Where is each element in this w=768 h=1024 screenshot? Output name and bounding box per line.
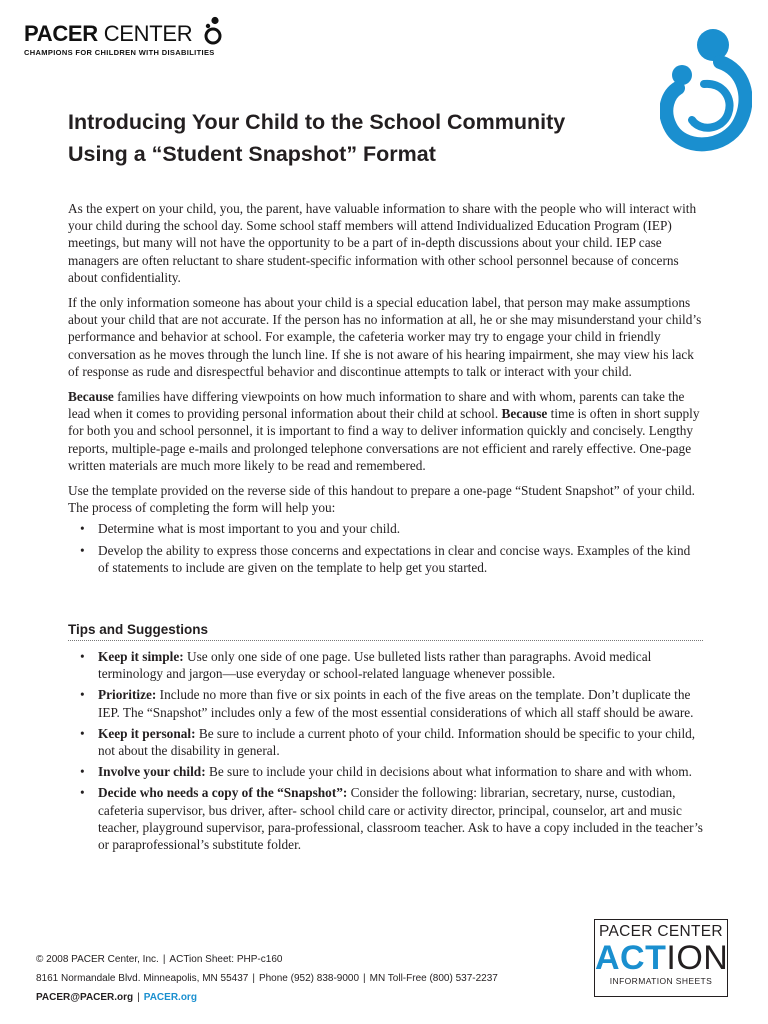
pacer-mark-icon [202, 16, 224, 46]
emphasis-because-2: Because [501, 406, 548, 422]
page-title [68, 106, 668, 170]
list-item [68, 725, 703, 759]
website-link[interactable]: PACER.org [143, 992, 197, 1003]
tips-list [68, 648, 703, 853]
list-item: • Develop the ability to express those concerns and expectations in clear and concise ways. Examples of the kind of statements to include are given on the template to help get you started. [68, 542, 703, 576]
list-item: • Determine what is most important to you and your child. [68, 520, 703, 537]
intro-paragraph-3 [68, 388, 703, 474]
emphasis-because-1: Because [68, 389, 114, 405]
intro-bullet-list [68, 520, 703, 576]
tip-lead: Involve your child: [98, 764, 206, 780]
tip-lead: Prioritize: [98, 687, 157, 703]
logo-tagline: CHAMPIONS FOR CHILDREN WITH DISABILITIES [24, 48, 215, 57]
list-item [68, 763, 703, 780]
p3-text-2: time is often in short supply for both you and school personnel, it is important to find a way to deliver information quickly and concisely. Lengthy reports, multiple-page e-mails and prolonged telephone conversations are not efficient and rarely effective. One-page written materials are much more likely to be read and remembered. [68, 406, 700, 473]
separator: | [363, 973, 366, 984]
tips-heading: Tips and Suggestions [68, 622, 703, 641]
tip-lead: Keep it personal: [98, 725, 196, 741]
p3-text-1: families have differing viewpoints on how much information to share and with whom, parents can take the lead when it comes to providing personal information about their child at school. [68, 389, 685, 422]
list-item [68, 784, 703, 853]
pacer-logo [24, 22, 215, 57]
intro-section [68, 200, 703, 580]
tip-text: Include no more than five or six points in each of the five areas on the template. Don’t duplicate the IEP. The “Snapshot” includes only a few of the most essential considerations of which all staff should be aware. [98, 687, 694, 720]
tip-lead: Keep it simple: [98, 649, 184, 664]
tip-lead: Decide who needs a copy of the “Snapshot”: [98, 785, 348, 801]
intro-paragraph-4: Use the template provided on the reverse side of this handout to prepare a one-page “Student Snapshot” of your child. The process of completing the form will help you: [68, 483, 695, 516]
title-line-2: Using a “Student Snapshot” Format [68, 142, 436, 166]
action-sheet-badge [594, 919, 728, 997]
logo-regular: CENTER [103, 21, 193, 46]
list-item [68, 648, 703, 682]
badge-top: PACER CENTER [599, 923, 723, 940]
intro-paragraph-1: As the expert on your child, you, the parent, have valuable information to share with the people who will interact with your child during the school day. Some school staff members will attend Individualized Education Program (IEP) meetings, but many will not have the opportunity to be a part of in-depth discussions about your child. IEP case managers are often reluctant to share student-specific information with other school personnel because of concerns about confidentiality. [68, 201, 697, 285]
sheet-id: ACTion Sheet: PHP-c160 [169, 954, 283, 965]
badge-word-ion: ION [666, 939, 729, 977]
email-link[interactable]: PACER@PACER.org [36, 992, 134, 1003]
separator: | [162, 954, 166, 965]
copyright: © 2008 PACER Center, Inc. [36, 954, 159, 965]
toll-free: MN Toll-Free (800) 537-2237 [369, 973, 498, 984]
logo-wordmark [24, 22, 215, 46]
separator: | [137, 992, 140, 1003]
separator: | [252, 973, 255, 984]
badge-word-act: ACT [595, 939, 667, 977]
badge-word [595, 941, 727, 975]
phone: Phone (952) 838-9000 [258, 973, 360, 984]
tip-text: Be sure to include a current photo of your child. Information should be specific to your child, not about the disability in general. [98, 725, 696, 759]
address: 8161 Normandale Blvd. Minneapolis, MN 55437 [36, 973, 249, 984]
badge-bottom: INFORMATION SHEETS [609, 976, 713, 986]
pacer-large-mark-icon [660, 28, 752, 152]
tip-text: Use only one side of one page. Use bulleted lists rather than paragraphs. Avoid medical terminology and jargon—use everyday or school-related language whenever possible. [98, 649, 652, 682]
tips-section [68, 648, 703, 857]
logo-bold: PACER [24, 21, 98, 46]
title-line-1: Introducing Your Child to the School Community [68, 110, 566, 134]
tip-text: Be sure to include your child in decisions about what information to share and with whom. [205, 764, 692, 780]
footer-line-1 [36, 950, 498, 969]
list-item [68, 686, 703, 720]
intro-paragraph-2: If the only information someone has about your child is a special education label, that person may make assumptions about your child that are not accurate. If the person has no information at all, he or she may misunderstand your child’s performance and behavior at school. For example, the cafeteria worker may try to engage your child in friendly conversation as he moves through the lunch line. If she is not aware of his hearing impairment, she may view his lack of response as rude and disrespectful behavior and discontinue attempts to talk or interact with your child. [68, 295, 702, 379]
footer [36, 950, 498, 1007]
footer-line-3 [36, 988, 498, 1007]
footer-line-2 [36, 969, 498, 988]
tip-text: Consider the following: librarian, secretary, nurse, custodian, cafeteria supervisor, bus driver, after- school child care or activity director, principal, counselor, art and music teacher, playground supervisor, para-professional, classroom teacher. Ask to have a copy included in the teacher’s or paraprofessional’s substitute folder. [98, 785, 703, 853]
